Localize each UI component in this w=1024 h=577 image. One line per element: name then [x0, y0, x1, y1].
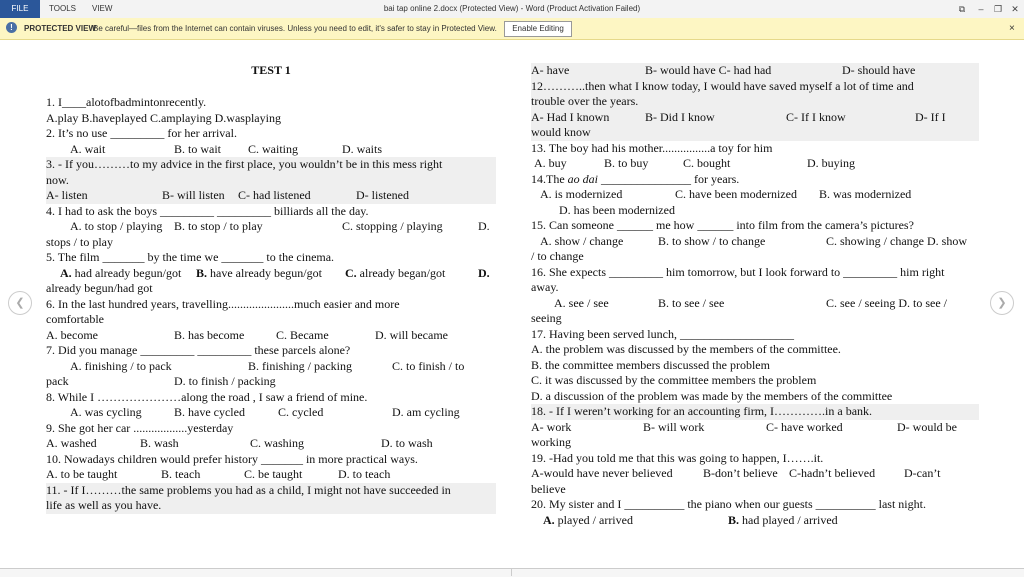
q14-option-a: A. is modernized: [540, 187, 623, 201]
maximize-icon[interactable]: ❐: [993, 4, 1003, 14]
protected-view-bar: [0, 18, 1024, 40]
view-menu[interactable]: VIEW: [92, 4, 113, 13]
window-title: bai tap online 2.docx (Protected View) - Word (Product Activation Failed): [383, 4, 641, 13]
question-13-options: [531, 156, 979, 172]
q9-option-a: A. washed: [46, 436, 97, 450]
question-11-line2: life as well as you have.: [46, 498, 162, 512]
question-7-options-cont: [46, 374, 496, 390]
q9-option-c: C. washing: [250, 436, 304, 450]
question-19: 19. -Had you told me that this was going to happen, I…….it.: [531, 450, 824, 465]
question-4-options: [46, 219, 496, 235]
q9-option-d: D. to wash: [381, 436, 433, 450]
question-3-line2: now.: [46, 172, 69, 187]
previous-page-icon[interactable]: ❮: [8, 291, 32, 315]
q6-option-c: C. Became: [276, 327, 329, 342]
q10-option-a: A. to be taught: [46, 467, 118, 481]
q19-option-d: D-can’t: [904, 466, 941, 480]
question-18: 18. - If I weren’t working for an accounting firm, I………….in a bank.: [531, 404, 873, 418]
question-1-options: A.play B.haveplayed C.amplaying D.wasplaying: [46, 110, 281, 125]
question-12-options-cont: would know: [531, 125, 591, 139]
q15-option-cd: C. showing / change D. show: [826, 233, 967, 248]
q8-option-b: B. have cycled: [174, 405, 245, 419]
q13-option-c: C. bought: [683, 156, 731, 170]
q17-option-c: C. it was discussed by the committee members the problem: [531, 373, 817, 387]
question-15-options-cont: / to change: [531, 249, 584, 263]
window-close-icon[interactable]: ✕: [1011, 4, 1019, 14]
q8-option-c: C. cycled: [278, 405, 324, 419]
q17-option-b: B. the committee members discussed the problem: [531, 357, 770, 372]
q3-option-d: D- listened: [356, 188, 409, 202]
question-12-options: [531, 110, 979, 126]
question-16: 16. She expects _________ him tomorrow, but I look forward to _________ him right: [531, 264, 945, 279]
q9-option-b: B. wash: [140, 436, 179, 450]
question-16-options: [531, 296, 979, 312]
question-11-options: [531, 63, 979, 79]
tools-menu[interactable]: TOOLS: [49, 4, 76, 13]
q14-italic: ao dai: [567, 171, 598, 186]
q7-option-d: D. to finish / packing: [174, 374, 276, 388]
q20-option-a: A. played / arrived: [543, 512, 633, 527]
q15-option-a: A. show / change: [540, 233, 624, 248]
q4-option-d: D.: [478, 219, 490, 233]
q3-option-b: B- will listen: [162, 188, 225, 202]
restore-ribbon-icon[interactable]: ⧉: [958, 4, 966, 14]
q16-option-a: A. see / see: [554, 295, 609, 310]
q2-option-d: D. waits: [342, 141, 382, 156]
question-9-options: [46, 436, 496, 452]
question-7-options: [46, 359, 496, 375]
q16-option-b: B. to see / see: [658, 295, 725, 310]
q12-option-c: C- If I know: [786, 109, 846, 124]
q4-option-a: A. to stop / playing: [70, 219, 163, 233]
q2-option-c: C. waiting: [248, 141, 298, 156]
close-banner-icon[interactable]: ×: [1009, 23, 1015, 34]
question-1: 1. I____alotofbadmintonrecently.: [46, 95, 207, 109]
q14-option-b: B. was modernized: [819, 187, 912, 201]
q14-option-c: C. have been modernized: [675, 187, 797, 201]
q2-option-a: A. wait: [70, 141, 106, 156]
question-15: 15. Can someone ______ me how ______ into film from the camera’s pictures?: [531, 218, 914, 232]
q7-option-b: B. finishing / packing: [248, 358, 352, 373]
question-14-options-cont: [531, 203, 979, 219]
file-menu[interactable]: FILE: [0, 0, 40, 18]
question-3-line1: 3. - If you………to my advice in the first place, you wouldn’t be in this mess right: [46, 157, 443, 171]
right-page-column: [531, 63, 979, 528]
q12-option-b: B- Did I know: [645, 109, 715, 124]
q18-option-c: C- have worked: [766, 419, 843, 434]
q14-suffix: _______________ for years.: [601, 171, 740, 186]
q13-option-d: D. buying: [807, 156, 855, 170]
q11-option-a: A- have: [531, 63, 570, 77]
question-18-highlight: [531, 404, 979, 420]
question-14-options: [531, 187, 979, 203]
question-9: 9. She got her car ..................yesterday: [46, 420, 234, 435]
question-5-options: [46, 266, 496, 282]
question-20: 20. My sister and I __________ the piano when our guests __________ last night.: [531, 497, 926, 511]
q11-option-d: D- should have: [842, 63, 916, 77]
q5-option-a: A. had already begun/got: [60, 265, 182, 280]
q4-option-b: B. to stop / to play: [174, 219, 263, 233]
q2-option-b: B. to wait: [174, 141, 221, 156]
q3-option-c: C- had listened: [238, 188, 311, 202]
q19-option-c: C-hadn’t believed: [789, 466, 876, 480]
question-4: 4. I had to ask the boys _________ _________ billiards all the day.: [46, 203, 369, 218]
question-2-options: [46, 142, 496, 158]
question-15-options: [531, 234, 979, 250]
q20-option-b: B. had played / arrived: [728, 512, 838, 527]
q10-option-c: C. be taught: [244, 467, 303, 481]
question-17: 17. Having been served lunch, ___________________: [531, 326, 794, 341]
q7-option-a: A. finishing / to pack: [70, 358, 172, 373]
question-6-line2: comfortable: [46, 312, 104, 326]
q5-option-d: D.: [478, 265, 490, 280]
question-3-highlight: [46, 157, 496, 204]
question-6-line1: 6. In the last hundred years, travelling......................much easier and more: [46, 296, 400, 311]
enable-editing-button[interactable]: Enable Editing: [504, 21, 572, 37]
q8-option-a: A. was cycling: [70, 405, 142, 419]
q10-option-b: B. teach: [161, 467, 201, 481]
q17-option-d: D. a discussion of the problem was made by the members of the committee: [531, 388, 893, 403]
q11-option-bc: B- would have C- had had: [645, 63, 772, 77]
q6-option-d: D. will became: [375, 327, 448, 342]
protected-view-message: Be careful—files from the Internet can contain viruses. Unless you need to edit, it's safer to stay in Protected View.: [93, 24, 497, 33]
q18-option-d: D- would be: [897, 419, 957, 434]
q13-option-b: B. to buy: [604, 156, 649, 170]
question-11-highlight: [46, 483, 496, 514]
question-11-line1: 11. - If I………the same problems you had as a child, I might not have succeeded in: [46, 482, 451, 497]
q5-option-c: C. already began/got: [345, 265, 446, 280]
question-14: [531, 172, 979, 188]
question-3-options: [46, 188, 496, 204]
q14-option-d: D. has been modernized: [559, 202, 675, 217]
q8-option-d: D. am cycling: [392, 405, 460, 419]
q12-option-d: D- If I: [915, 109, 946, 124]
question-12-highlight: [531, 63, 979, 141]
question-18-options: [531, 420, 979, 436]
shield-icon: !: [6, 22, 17, 33]
q13-option-a: A. buy: [534, 156, 567, 170]
q16-option-cd: C. see / seeing D. to see /: [826, 295, 947, 310]
q18-option-a: A- work: [531, 419, 572, 434]
question-13: 13. The boy had his mother................a toy for him: [531, 140, 773, 155]
q17-option-a: A. the problem was discussed by the members of the committee.: [531, 342, 841, 356]
q19-option-b: B-don’t believe: [703, 466, 778, 480]
q18-option-b: B- will work: [643, 419, 705, 434]
q6-option-a: A. become: [46, 327, 98, 342]
title-bar: [0, 0, 1024, 19]
page-separator: [511, 568, 512, 576]
minimize-icon[interactable]: –: [978, 4, 984, 14]
q15-option-b: B. to show / to change: [658, 233, 766, 248]
q10-option-d: D. to teach: [338, 467, 391, 481]
q12-option-a: A- Had I known: [531, 109, 610, 124]
test-title: TEST 1: [251, 63, 291, 77]
question-10-options: [46, 467, 496, 483]
q7-option-c-cont: pack: [46, 374, 69, 388]
q3-option-a: A- listen: [46, 188, 88, 202]
question-4-options-cont: stops / to play: [46, 234, 114, 249]
question-6-options: [46, 328, 496, 344]
question-19-options: [531, 466, 979, 482]
q6-option-b: B. has become: [174, 327, 245, 342]
next-page-icon[interactable]: ❯: [990, 291, 1014, 315]
question-16-options-cont: seeing: [531, 311, 562, 325]
question-2: 2. It’s no use _________ for her arrival.: [46, 126, 237, 140]
q19-option-a: A-would have never believed: [531, 466, 673, 480]
question-16-line2: away.: [531, 280, 559, 294]
q4-option-c: C. stopping / playing: [342, 219, 443, 233]
question-10: 10. Nowadays children would prefer history _______ in more practical ways.: [46, 451, 418, 466]
question-19-options-cont: believe: [531, 481, 566, 496]
question-5-options-cont: already begun/had got: [46, 281, 153, 295]
question-8-options: [46, 405, 496, 421]
q14-prefix: 14.The: [531, 171, 568, 186]
q7-option-c: C. to finish / to: [392, 358, 465, 373]
question-12-line1: 12………..then what I know today, I would have saved myself a lot of time and: [531, 78, 914, 93]
q5-option-b: B. have already begun/got: [196, 265, 322, 280]
question-8: 8. While I …………………along the road , I saw a friend of mine.: [46, 389, 368, 404]
left-page-column: [46, 63, 496, 514]
protected-view-label: PROTECTED VIEW: [24, 24, 97, 33]
question-20-options: [531, 513, 979, 529]
question-7: 7. Did you manage _________ _________ these parcels alone?: [46, 343, 351, 357]
question-12-line2: trouble over the years.: [531, 94, 639, 108]
question-18-options-cont: working: [531, 435, 571, 449]
question-5: 5. The film _______ by the time we _______ to the cinema.: [46, 250, 335, 264]
